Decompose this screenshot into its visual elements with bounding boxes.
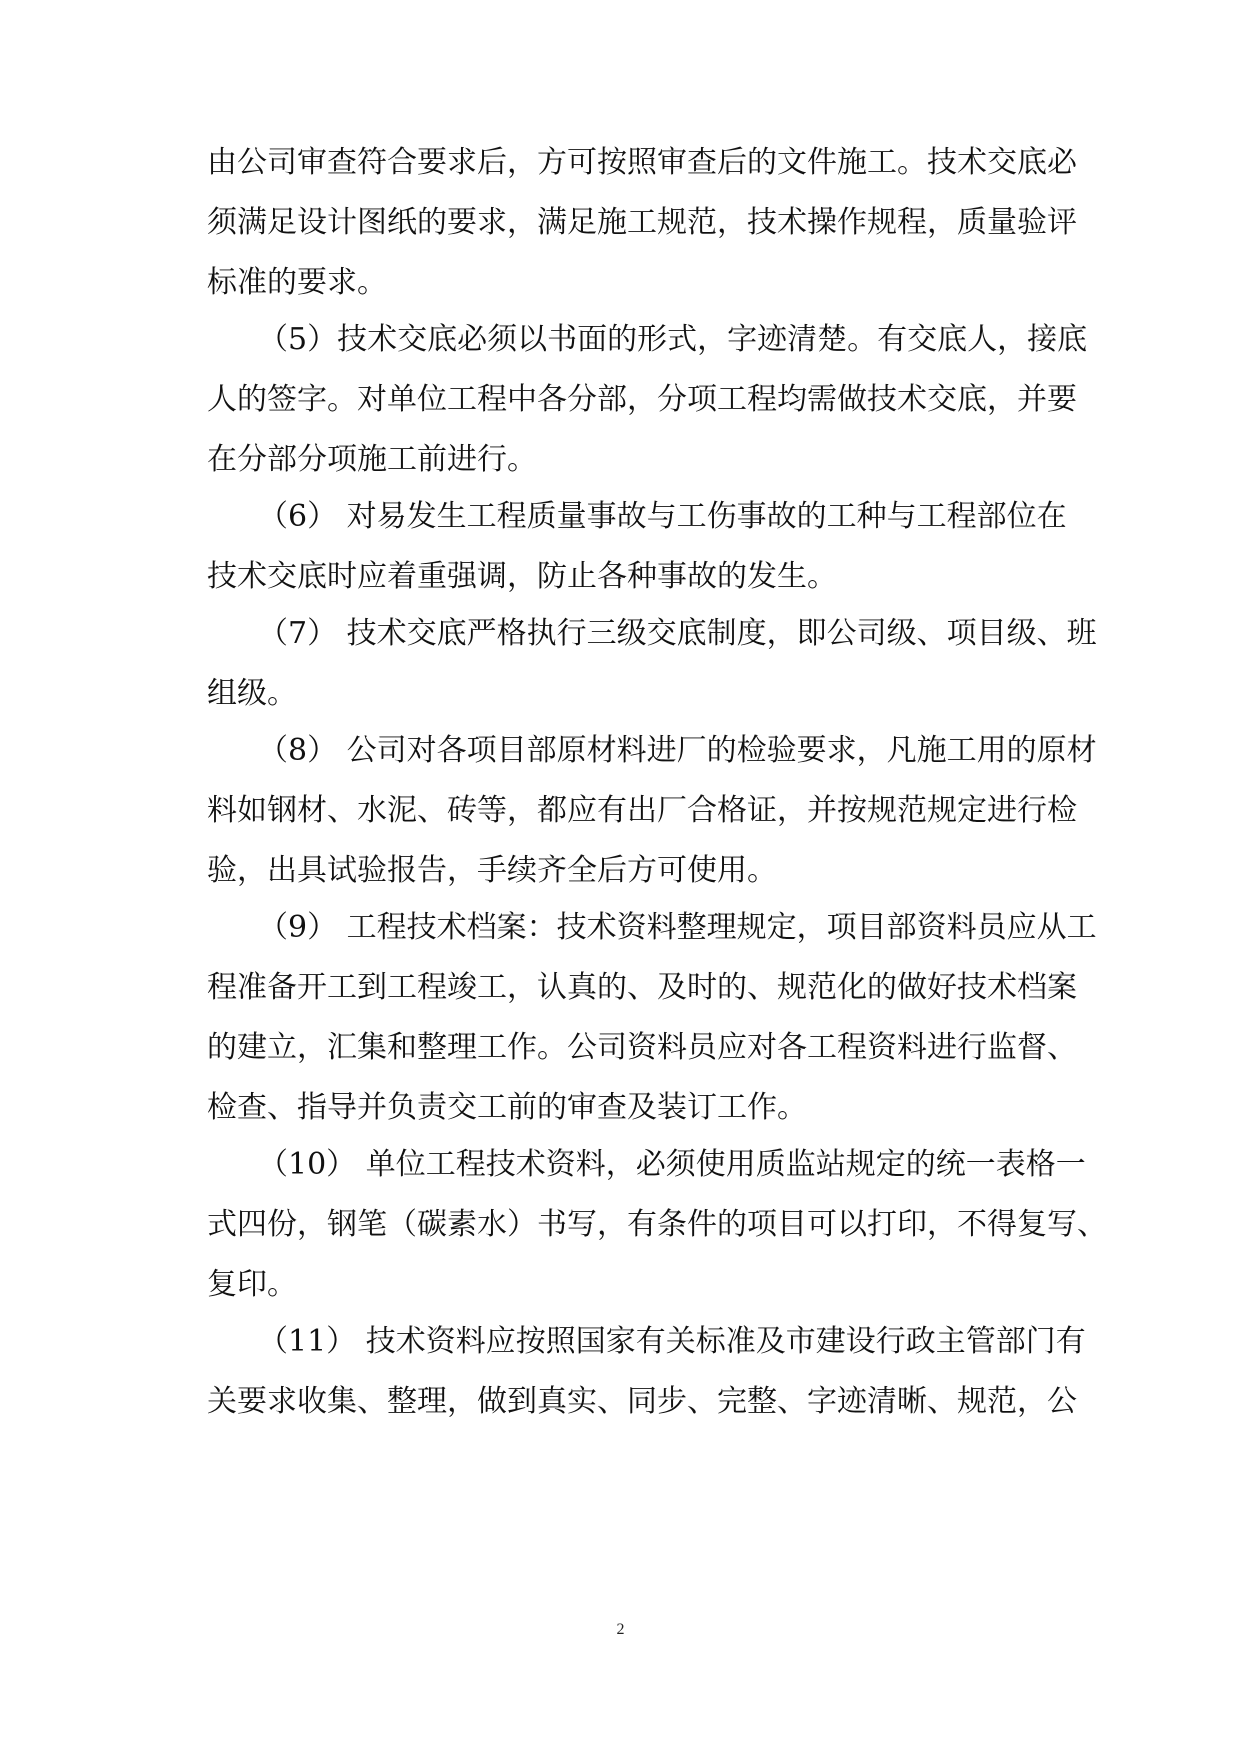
text-line: 料如钢材、水泥、砖等，都应有出厂合格证，并按规范规定进行检 (207, 793, 1077, 828)
text-line: 人的签字。对单位工程中各分部，分项工程均需做技术交底，并要 (207, 382, 1077, 417)
text-line: 的建立，汇集和整理工作。公司资料员应对各工程资料进行监督、 (207, 1030, 1077, 1065)
text-line: 须满足设计图纸的要求，满足施工规范，技术操作规程，质量验评 (207, 205, 1077, 240)
text-line: 关要求收集、整理，做到真实、同步、完整、字迹清晰、规范，公 (207, 1384, 1077, 1419)
text-line: 检查、指导并负责交工前的审查及装订工作。 (207, 1090, 807, 1125)
text-line: 式四份，钢笔（碳素水）书写，有条件的项目可以打印，不得复写、 (207, 1207, 1107, 1242)
text-line: 验，出具试验报告，手续齐全后方可使用。 (207, 853, 777, 888)
text-line: （9） 工程技术档案：技术资料整理规定，项目部资料员应从工 (258, 910, 1097, 945)
text-line: 技术交底时应着重强调，防止各种事故的发生。 (207, 559, 837, 594)
text-line: （6） 对易发生工程质量事故与工伤事故的工种与工程部位在 (258, 499, 1067, 534)
text-line: （7） 技术交底严格执行三级交底制度，即公司级、项目级、班 (258, 616, 1097, 651)
text-line: （8） 公司对各项目部原材料进厂的检验要求，凡施工用的原材 (258, 733, 1097, 768)
text-line: （5）技术交底必须以书面的形式，字迹清楚。有交底人，接底 (258, 322, 1088, 357)
text-line: 标准的要求。 (207, 265, 387, 300)
text-line: 由公司审查符合要求后，方可按照审查后的文件施工。技术交底必 (207, 145, 1077, 180)
text-line: 复印。 (207, 1267, 297, 1302)
text-line: 组级。 (207, 676, 297, 711)
text-line: （10） 单位工程技术资料，必须使用质监站规定的统一表格一 (258, 1147, 1086, 1182)
text-line: 程准备开工到工程竣工，认真的、及时的、规范化的做好技术档案 (207, 970, 1077, 1005)
text-line: （11） 技术资料应按照国家有关标准及市建设行政主管部门有 (258, 1324, 1086, 1359)
page-number: 2 (616, 1621, 625, 1638)
text-line: 在分部分项施工前进行。 (207, 442, 537, 477)
